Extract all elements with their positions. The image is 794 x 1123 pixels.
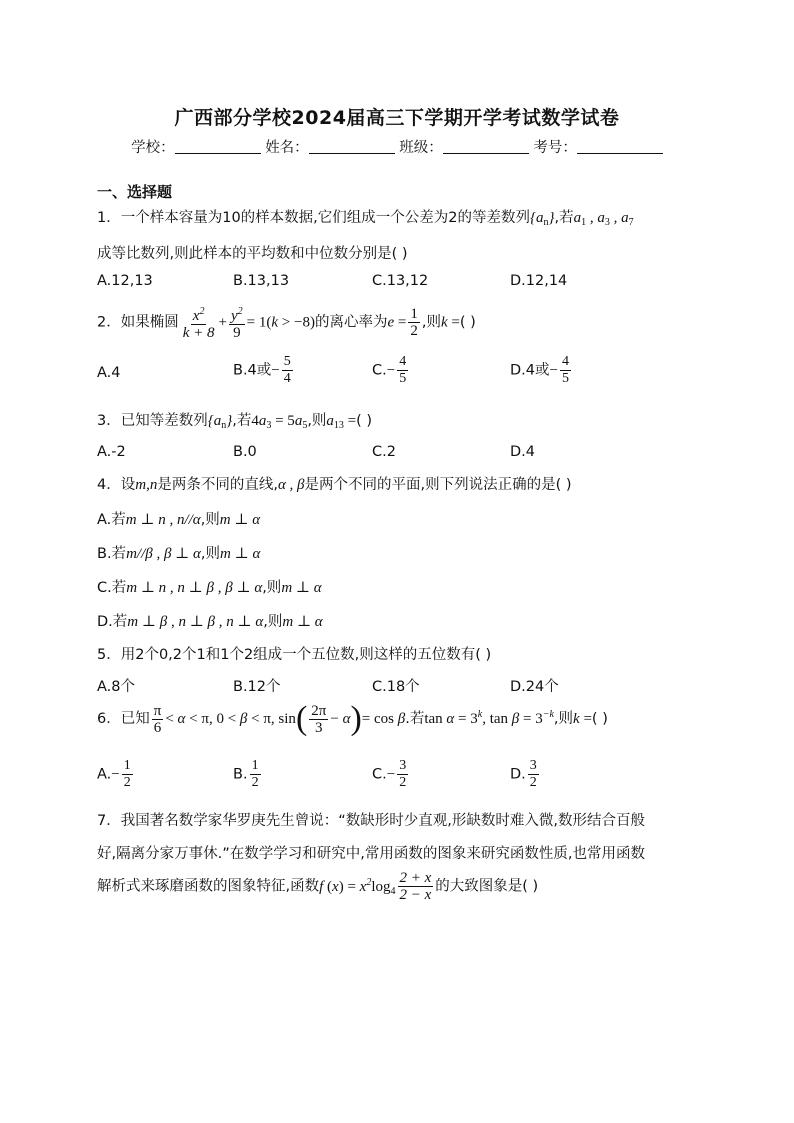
q1-seq: $\{a_n\}$	[530, 210, 555, 228]
q2-option-d[interactable]: D.4或− $\frac{4}{5}$	[510, 354, 569, 386]
q1-option-d[interactable]: D.12,14	[510, 273, 568, 289]
section-heading: 一、选择题	[97, 183, 173, 201]
q6-option-d[interactable]: D. $\frac{3}{2}$	[510, 758, 537, 790]
q7-line3: 解析式来琢磨函数的图象特征,函数f $(x) = x^2\log_4$ $\frac{2 + x}{2 - x}$ 的大致图象是( )	[97, 870, 539, 903]
q5-option-c[interactable]: C.18个	[372, 679, 420, 695]
q1-option-c[interactable]: C.13,12	[372, 273, 429, 289]
q2-option-a[interactable]: A.4	[97, 365, 121, 381]
q2-frac-x: $\frac{x^2}{k + 8}$	[182, 306, 215, 341]
name-blank[interactable]	[309, 139, 395, 154]
q1-option-b[interactable]: B.13,13	[233, 273, 290, 289]
q3-option-c[interactable]: C.2	[372, 444, 396, 460]
q1-line2: 成等比数列,则此样本的平均数和中位数分别是( )	[97, 246, 408, 262]
q5-option-d[interactable]: D.24个	[510, 679, 559, 695]
student-info-line	[0, 136, 794, 157]
class-label: 班级：	[399, 140, 443, 156]
q4-option-a[interactable]: A.若m ⊥ n , n//α,则m ⊥ α	[97, 512, 261, 528]
number-label: 考号：	[533, 140, 577, 156]
q4-stem: 4．设m,n是两条不同的直线,α , β是两个不同的平面,则下列说法正确的是( )	[97, 477, 572, 493]
school-label: 学校：	[131, 140, 175, 156]
q6-stem: 6．已知 $\frac{\pi}{6}$ < α < π, 0 < β < π, sin( $\frac{2\pi}{3}$ − α)= cos β.若$\tan \alpha = 3^k$, $\tan \beta = 3^{-k}$,则k =( )	[97, 700, 608, 737]
name-label: 姓名：	[265, 140, 309, 156]
q2-frac-y: $\frac{y^2}{9}$	[230, 306, 243, 341]
q2-option-b[interactable]: B.4或− $\frac{5}{4}$	[233, 354, 291, 386]
q4-option-d[interactable]: D.若m ⊥ β , n ⊥ β , n ⊥ α,则m ⊥ α	[97, 614, 323, 630]
q5-option-b[interactable]: B.12个	[233, 679, 281, 695]
number-blank[interactable]	[577, 139, 663, 154]
q2-option-c[interactable]: C.− $\frac{4}{5}$	[372, 354, 407, 386]
q3-stem: 3．已知等差数列$\{a_n\}$,若$4a_3 = 5a_5$,则$a_{13}$ =( )	[97, 413, 373, 431]
exam-title: 广西部分学校2024届高三下学期开学考试数学试卷	[174, 107, 620, 129]
q3-option-b[interactable]: B.0	[233, 444, 257, 460]
q3-option-d[interactable]: D.4	[510, 444, 535, 460]
q6-option-b[interactable]: B. $\frac{1}{2}$	[233, 758, 259, 790]
q7-line2: 好,隔离分家万事休.”在数学学习和研究中,常用函数的图象来研究函数性质,也常用函数	[97, 846, 645, 862]
q4-option-b[interactable]: B.若m//β , β ⊥ α,则m ⊥ α	[97, 546, 261, 562]
q6-option-c[interactable]: C.− $\frac{3}{2}$	[372, 758, 407, 790]
q5-option-a[interactable]: A.8个	[97, 679, 135, 695]
q1-option-a[interactable]: A.12,13	[97, 273, 153, 289]
school-blank[interactable]	[175, 139, 261, 154]
q2-stem: 2．如果椭圆 $\frac{x^2}{k + 8}$ + $\frac{y^2}{9}$ = 1(k > −8)的离心率为e = $\frac{1}{2}$ ,则k =( )	[97, 306, 476, 341]
q2-frac-e: $\frac{1}{2}$	[410, 306, 418, 339]
q6-option-a[interactable]: A.− $\frac{1}{2}$	[97, 758, 131, 790]
q3-option-a[interactable]: A.-2	[97, 444, 126, 460]
q1-line1: 1．一个样本容量为10的样本数据,它们组成一个公差为2的等差数列$\{a_n\}$,若$a_1$ , $a_3$ , $a_7$	[97, 210, 634, 228]
class-blank[interactable]	[443, 139, 529, 154]
q1-terms: $a_1$ , $a_3$ , $a_7$	[573, 210, 634, 228]
q5-stem: 5．用2个0,2个1和1个2组成一个五位数,则这样的五位数有( )	[97, 647, 492, 663]
q7-line1: 7．我国著名数学家华罗庚先生曾说：“数缺形时少直观,形缺数时难入微,数形结合百般	[97, 813, 645, 829]
q4-option-c[interactable]: C.若m ⊥ n , n ⊥ β , β ⊥ α,则m ⊥ α	[97, 580, 322, 596]
